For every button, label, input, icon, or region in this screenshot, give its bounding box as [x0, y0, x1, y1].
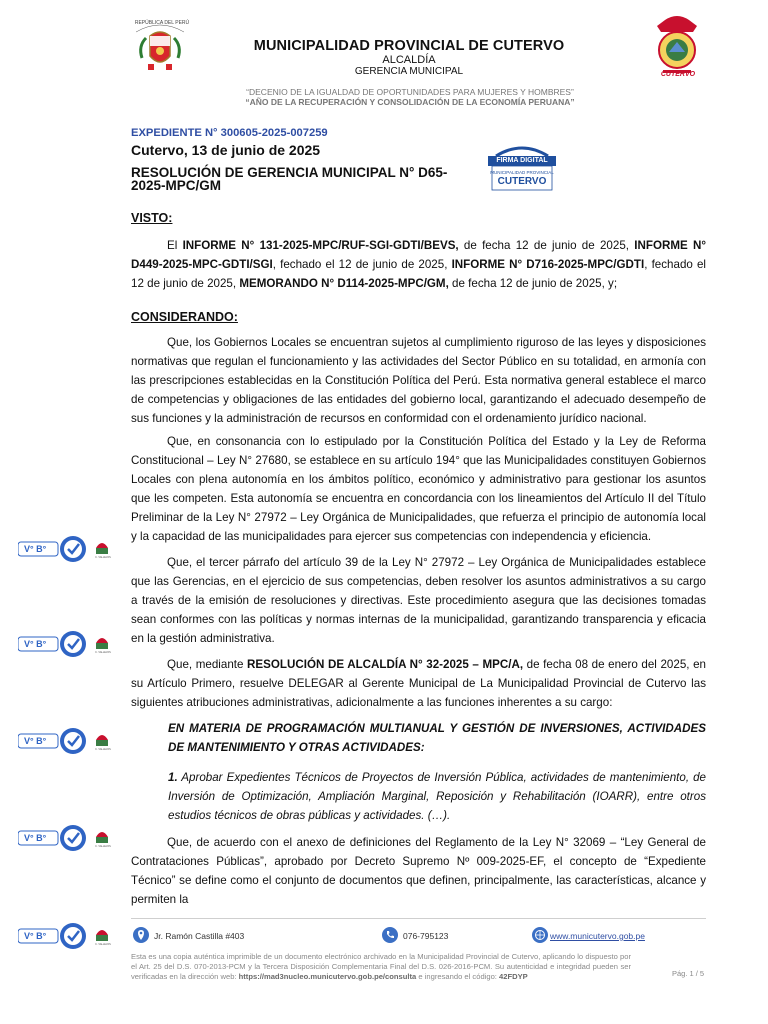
vobo-stamp-5	[18, 921, 138, 951]
footer-phone: 076-795123	[403, 931, 449, 941]
year-motto: “AÑO DE LA RECUPERACIÓN Y CONSOLIDACIÓN DE LA ECONOMÍA PERUANA”	[245, 97, 575, 107]
decade-motto: “DECENIO DE LA IGUALDAD DE OPORTUNIDADES PARA MUJERES Y HOMBRES”	[246, 87, 574, 97]
notice-text-a: Esta es una copia auténtica imprimible de un documento electrónico archivado en la Municipalidad Provincial de Cutervo, aplicando lo dispuesto por el Art. 25 del D.S. 070-2013-PCM y la Tercera Disposición Complementaria Final del D.S. 026-2016-PCM. Su autenticidad e integridad pueden ser verificadas en la dirección web:	[131, 952, 631, 981]
considerando-paragraph-3: Que, el tercer párrafo del artículo 39 de la Ley N° 27972 – Ley Orgánica de Municipalidades establece que las Gerencias, en el ejercicio de sus competencias, deben resolver los asuntos administrativos a su cargo a través de la emisión de resoluciones y directivas. Este procedimiento asegura que las decisiones tomadas sean conformes con las políticas y normas internas de la municipalidad, garantizando transparencia y eficacia en la gestión administrativa.	[131, 556, 706, 645]
delegation-item-1	[168, 768, 706, 825]
footer-address: Jr. Ramón Castilla #403	[154, 931, 245, 941]
vobo-label-3: V° B°	[24, 736, 47, 746]
visto-paragraph	[131, 236, 706, 293]
visto-ref-informe-131: INFORME N° 131-2025-MPC/RUF-SGI-GDTI/BEVS,	[182, 239, 459, 252]
considerando-paragraph-2: Que, en consonancia con lo estipulado por la Constitución Política del Estado y la Ley de Reforma Constitucional – Ley N° 27680, se establece en su artículo 194° que las Municipalidades constituyen Gobiernos Locales con plena autonomía en los ámbitos político, económico y administrativo para gestionar los asuntos que les competen. Esta autonomía se encuentra en concordancia con los lineamientos del Artículo II del Título Preliminar de la Ley N° 27972 – Ley Orgánica de Municipalidades, que refuerza el principio de autonomía local y la capacidad de las municipalidades para ejercer sus competencias con independencia y eficiencia.	[131, 435, 706, 543]
visto-ref-memorando: MEMORANDO N° D114-2025-MPC/GM,	[239, 277, 449, 290]
visto-text-a: El	[167, 239, 183, 252]
resolution-title: RESOLUCIÓN DE GERENCIA MUNICIPAL N° D65-2025-MPC/GM	[131, 165, 448, 193]
visto-text-c: de fecha 12 de junio de 2025,	[458, 239, 635, 252]
visto-heading: VISTO:	[131, 211, 173, 225]
authenticity-notice	[131, 952, 631, 982]
vobo-label-2: V° B°	[24, 639, 47, 649]
globe-icon	[532, 927, 548, 943]
cutervo-logo-text: CUTERVO	[660, 71, 696, 78]
visto-text-i: de fecha 12 de junio de 2025, y;	[448, 277, 618, 290]
vobo-label-5: V° B°	[24, 931, 47, 941]
location-pin-icon	[133, 927, 149, 943]
seal-line-1: FIRMA DIGITAL	[496, 157, 548, 164]
vobo-stamp-2	[18, 629, 138, 659]
cutervo-municipal-logo	[645, 12, 709, 92]
digital-signature-seal	[486, 142, 558, 192]
considerando-paragraph-1: Que, los Gobiernos Locales se encuentran sujetos al cumplimiento riguroso de las leyes y disposiciones normativas que regulan el funcionamiento y las actividades del Sector Público en su totalidad, en armonía con las prescripciones establecidas en la Constitución Política del Perú. Esta normativa general establece el marco de competencias y obligaciones de las entidades del gobierno local, garantizando el adecuado desempeño de sus funciones y la administración de recursos en conformidad con el ordenamiento jurídico nacional.	[131, 336, 706, 425]
p4-text-a: Que, mediante	[167, 658, 248, 671]
document-date: Cutervo, 13 de junio de 2025	[131, 142, 321, 158]
visto-text-g: , fechado el 12 de junio de 2025,	[131, 258, 706, 290]
footer-website-link[interactable]: www.municutervo.gob.pe	[550, 931, 645, 941]
considerando-paragraph-4	[131, 655, 706, 712]
phone-icon	[382, 927, 398, 943]
vobo-stamp-3	[18, 726, 138, 756]
verification-code: 42FDYP	[499, 972, 528, 981]
footer-divider	[131, 918, 706, 919]
p4-text-c: de fecha 08 de enero del 2025, en su Artículo Primero, resuelve DELEGAR al Gerente Municipal de La Municipalidad Provincial de Cutervo las siguientes atribuciones administrativas, adicionalmente a las funciones inherentes a su cargo:	[131, 658, 706, 709]
department-name: GERENCIA MUNICIPAL	[354, 66, 464, 77]
expediente-number: EXPEDIENTE N° 300605-2025-007259	[131, 127, 328, 139]
vobo-stamp-4	[18, 823, 138, 853]
vobo-signer-5: C. VALLEJOS	[95, 943, 111, 946]
vobo-label-1: V° B°	[24, 544, 47, 554]
delegation-item-text: Aprobar Expedientes Técnicos de Proyectos de Inversión Pública, actividades de mantenimiento, de Inversión de Optimización, Ampliación Marginal, Reposición y Rehabilitación (IOARR), entre otros estudios técnicos de obras públicas y actividades. (…).	[168, 771, 706, 822]
vobo-signer-4: C. VALLEJOS	[95, 845, 111, 848]
seal-line-3: CUTERVO	[497, 176, 547, 187]
delegation-item-number: 1.	[168, 771, 178, 784]
institution-title: MUNICIPALIDAD PROVINCIAL DE CUTERVO	[253, 38, 565, 54]
considerando-heading: CONSIDERANDO:	[131, 310, 238, 324]
page-number: Pág. 1 / 5	[672, 969, 705, 978]
visto-text-e: , fechado el 12 de junio de 2025,	[272, 258, 452, 271]
vobo-label-4: V° B°	[24, 833, 47, 843]
vobo-stamp-1	[18, 534, 138, 564]
visto-ref-informe-d716: INFORME N° D716-2025-MPC/GDTI	[451, 258, 645, 271]
crest-caption: REPÚBLICA DEL PERÚ	[134, 20, 190, 26]
considerando-paragraph-7: Que, de acuerdo con el anexo de definiciones del Reglamento de la Ley N° 32069 – “Ley General de Contrataciones Públicas”, aprobado por Decreto Supremo Nº 009-2025-EF, el concepto de “Expediente Técnico” se define como el conjunto de documentos que definen, principalmente, las características, alcance y permiten la	[131, 836, 706, 906]
delegation-heading: EN MATERIA DE PROGRAMACIÓN MULTIANUAL Y GESTIÓN DE INVERSIONES, ACTIVIDADES DE MANTENIMIENTO Y OTRAS ACTIVIDADES:	[168, 722, 706, 754]
vobo-signer-2: C. VALLEJOS	[95, 651, 111, 654]
p4-resolution-ref: RESOLUCIÓN DE ALCALDÍA N° 32-2025 – MPC/A,	[247, 658, 524, 671]
office-name: ALCALDÍA	[382, 54, 436, 66]
seal-line-2: MUNICIPALIDAD PROVINCIAL	[490, 170, 554, 175]
peru-coat-of-arms	[128, 18, 192, 82]
vobo-signer-1: C. VALLEJOS	[95, 556, 111, 559]
visto-ref-informe-d449: INFORME N° D449-2025-MPC-GDTI/SGI	[131, 239, 706, 271]
vobo-signer-3: C. VALLEJOS	[95, 748, 111, 751]
notice-text-c: e ingresando el código:	[416, 972, 500, 981]
verification-url[interactable]: https://mad3nucleo.municutervo.gob.pe/consulta	[238, 972, 417, 981]
